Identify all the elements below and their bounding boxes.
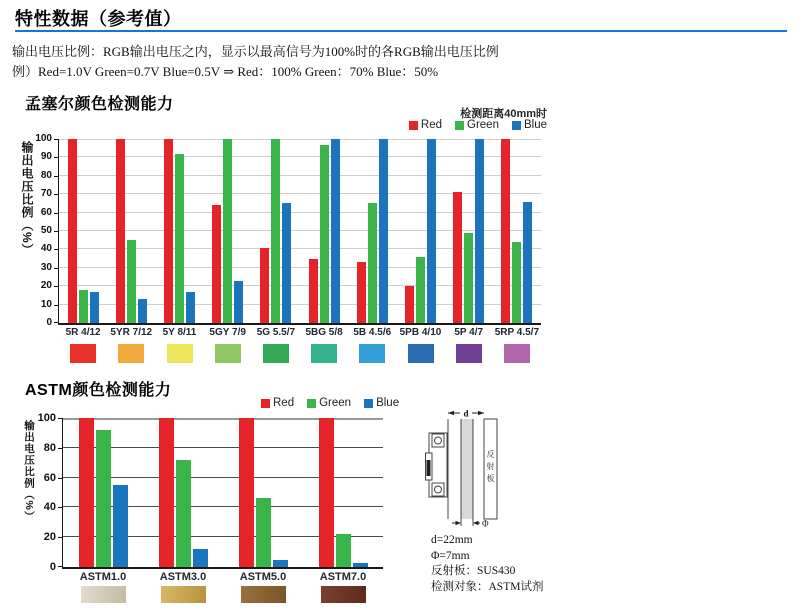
legend-item-green bbox=[307, 397, 351, 409]
axis-tick bbox=[54, 249, 59, 250]
munsell-y-axis-label: 输出电压比例（%） bbox=[20, 141, 34, 257]
axis-tick bbox=[58, 507, 63, 508]
astm-chart-plot bbox=[37, 412, 383, 583]
bar-red bbox=[68, 139, 77, 323]
bar-blue bbox=[353, 563, 368, 567]
axis-tick bbox=[58, 537, 63, 538]
dimension-arrow bbox=[456, 521, 462, 525]
bar-red bbox=[239, 418, 254, 567]
bar-blue bbox=[379, 139, 388, 323]
bar-blue bbox=[475, 139, 484, 323]
gridline bbox=[63, 447, 383, 448]
bar-green bbox=[320, 145, 329, 323]
legend-label: Green bbox=[319, 397, 352, 409]
category-label: 5Y 8/11 bbox=[162, 327, 197, 338]
legend-color-box bbox=[364, 399, 373, 408]
axis-tick bbox=[58, 566, 63, 567]
axis-tick bbox=[58, 448, 63, 449]
intro-line-2: 例）Red=1.0V Green=0.7V Blue=0.5V ⇒ Red：100% Green：70% Blue：50% bbox=[12, 64, 439, 79]
dimension-d-label: d bbox=[463, 408, 469, 419]
axis-tick bbox=[54, 305, 59, 306]
category-label: 5B 4.5/6 bbox=[353, 327, 392, 338]
reflector-plate-label-char: 射 bbox=[486, 462, 495, 471]
dimension-arrow bbox=[478, 411, 484, 415]
category-label: 5RP 4.5/7 bbox=[494, 327, 540, 338]
bar-green bbox=[512, 242, 521, 323]
bar-red bbox=[79, 418, 94, 567]
bar-blue bbox=[282, 203, 291, 323]
axis-tick bbox=[54, 157, 59, 158]
category-label: 5G 5.5/7 bbox=[256, 327, 296, 338]
munsell-chart-title: 孟塞尔颜色检测能力 bbox=[25, 96, 174, 113]
category-label: 5R 4/12 bbox=[65, 327, 101, 338]
legend-label: Red bbox=[273, 397, 295, 409]
legend-color-box bbox=[455, 121, 464, 130]
y-tick-label: 20 bbox=[43, 531, 56, 544]
axis-tick bbox=[54, 139, 59, 140]
category-label: ASTM1.0 bbox=[79, 571, 127, 583]
bar-red bbox=[501, 139, 510, 323]
gridline bbox=[59, 193, 541, 194]
y-tick-label: 20 bbox=[40, 280, 52, 292]
bar-red bbox=[453, 192, 462, 323]
bar-green bbox=[368, 203, 377, 323]
note-line: d=22mm bbox=[431, 534, 473, 546]
measurement-setup-diagram bbox=[425, 399, 643, 533]
axis-tick bbox=[54, 268, 59, 269]
gridline bbox=[59, 212, 541, 213]
color-sample-swatch bbox=[263, 344, 289, 363]
diagram-notes bbox=[431, 533, 543, 595]
bar-red bbox=[357, 262, 366, 323]
bar-red bbox=[159, 418, 174, 567]
bar-green bbox=[79, 290, 88, 323]
category-label: 5P 4/7 bbox=[454, 327, 484, 338]
y-tick-label: 100 bbox=[35, 133, 52, 144]
legend-label: Blue bbox=[376, 397, 400, 409]
munsell-chart-note: 检测距离40mm时 bbox=[460, 108, 547, 120]
color-sample-swatch bbox=[241, 586, 286, 603]
legend-color-box bbox=[307, 399, 316, 408]
y-tick-label: 10 bbox=[40, 298, 52, 310]
bar-blue bbox=[138, 299, 147, 323]
bar-blue bbox=[273, 560, 288, 567]
reflector-plate-label-char: 反 bbox=[486, 450, 495, 459]
dimension-arrow bbox=[473, 521, 479, 525]
category-label: 5YR 7/12 bbox=[110, 327, 153, 338]
color-sample-swatch bbox=[161, 586, 206, 603]
color-sample-swatch bbox=[311, 344, 337, 363]
y-tick-label: 50 bbox=[40, 225, 52, 236]
y-tick-label: 60 bbox=[43, 471, 56, 484]
color-sample-swatch bbox=[321, 586, 366, 603]
category-label: 5BG 5/8 bbox=[305, 327, 343, 338]
astm-chart-legend bbox=[261, 397, 399, 409]
color-sample-swatch bbox=[456, 344, 482, 363]
bar-green bbox=[271, 139, 280, 323]
axis-tick bbox=[54, 194, 59, 195]
color-sample-swatch bbox=[408, 344, 434, 363]
category-label: 5PB 4/10 bbox=[399, 327, 442, 338]
legend-item-blue bbox=[512, 119, 547, 131]
color-sample-swatch bbox=[504, 344, 530, 363]
legend-label: Green bbox=[467, 119, 499, 131]
astm-chart-title: ASTM颜色检测能力 bbox=[25, 382, 172, 399]
bar-green bbox=[256, 498, 271, 567]
color-sample-swatch bbox=[118, 344, 144, 363]
legend-item-blue bbox=[364, 397, 399, 409]
y-tick-label: 40 bbox=[43, 501, 56, 514]
bar-green bbox=[464, 233, 473, 323]
astm-y-axis-label: 输出电压比例（%） bbox=[23, 420, 35, 523]
legend-color-box bbox=[512, 121, 521, 130]
y-tick-label: 80 bbox=[40, 169, 52, 181]
y-tick-label: 90 bbox=[40, 151, 52, 163]
color-sample-swatch bbox=[70, 344, 96, 363]
color-sample-swatch bbox=[81, 586, 126, 603]
bar-red bbox=[116, 139, 125, 323]
reflector-plate-label-char: 板 bbox=[486, 474, 495, 483]
legend-item-red bbox=[261, 397, 294, 409]
bar-red bbox=[260, 248, 269, 323]
sensor-outline bbox=[426, 433, 448, 497]
munsell-chart-plot bbox=[35, 133, 541, 338]
y-tick-label: 40 bbox=[40, 243, 52, 255]
axis-tick bbox=[54, 213, 59, 214]
bar-red bbox=[309, 259, 318, 323]
gridline bbox=[59, 230, 541, 231]
axis-tick bbox=[54, 322, 59, 323]
bar-green bbox=[127, 240, 136, 323]
axis-tick bbox=[58, 478, 63, 479]
bar-green bbox=[336, 534, 351, 567]
bar-blue bbox=[90, 292, 99, 323]
bar-blue bbox=[427, 139, 436, 323]
y-tick-label: 30 bbox=[40, 261, 52, 273]
bar-blue bbox=[113, 485, 128, 567]
category-label: 5GY 7/9 bbox=[209, 327, 246, 338]
legend-color-box bbox=[261, 399, 270, 408]
color-sample-swatch bbox=[215, 344, 241, 363]
axis-tick bbox=[58, 418, 63, 419]
category-label: ASTM7.0 bbox=[319, 571, 367, 583]
axis-tick bbox=[54, 286, 59, 287]
bar-blue bbox=[234, 281, 243, 323]
bar-green bbox=[416, 257, 425, 323]
bar-red bbox=[405, 286, 414, 323]
axis-tick bbox=[54, 176, 59, 177]
gridline bbox=[59, 175, 541, 176]
color-sample-swatch bbox=[167, 344, 193, 363]
note-line: 反射板：SUS430 bbox=[431, 565, 516, 577]
gridline bbox=[63, 477, 383, 478]
detection-object-strip bbox=[461, 419, 473, 519]
bar-green bbox=[223, 139, 232, 323]
legend-label: Blue bbox=[523, 119, 547, 131]
category-label: ASTM5.0 bbox=[239, 571, 287, 583]
bar-blue bbox=[523, 202, 532, 323]
gridline bbox=[59, 156, 541, 157]
y-tick-label: 80 bbox=[43, 441, 56, 454]
bar-blue bbox=[331, 139, 340, 323]
dimension-phi-label: Φ bbox=[482, 518, 489, 529]
gridline bbox=[59, 139, 541, 140]
gridline bbox=[63, 418, 383, 420]
y-tick-label: 60 bbox=[40, 206, 52, 218]
bar-green bbox=[175, 154, 184, 323]
dimension-arrow bbox=[448, 411, 454, 415]
bar-green bbox=[176, 460, 191, 567]
bar-red bbox=[319, 418, 334, 567]
bar-blue bbox=[193, 549, 208, 567]
legend-label: Red bbox=[420, 119, 442, 131]
legend-color-box bbox=[409, 121, 418, 130]
color-sample-swatch bbox=[359, 344, 385, 363]
bar-red bbox=[164, 139, 173, 323]
note-line: 检测对象：ASTM试剂 bbox=[431, 580, 544, 593]
bar-red bbox=[212, 205, 221, 323]
title-underline bbox=[15, 30, 787, 32]
y-tick-label: 0 bbox=[46, 317, 52, 328]
note-line: Φ=7mm bbox=[431, 549, 470, 562]
munsell-chart-legend bbox=[330, 119, 547, 131]
page-title: 特性数据（参考值） bbox=[15, 9, 182, 29]
category-label: ASTM3.0 bbox=[159, 571, 207, 583]
axis-tick bbox=[54, 231, 59, 232]
legend-item-green bbox=[455, 119, 499, 131]
bar-green bbox=[96, 430, 111, 567]
y-tick-label: 0 bbox=[49, 561, 56, 573]
bar-blue bbox=[186, 292, 195, 323]
intro-line-1: 输出电压比例：RGB输出电压之内，显示以最高信号为100%时的各RGB输出电压比例 bbox=[12, 44, 499, 59]
legend-item-red bbox=[409, 119, 442, 131]
y-tick-label: 100 bbox=[37, 412, 56, 424]
y-tick-label: 70 bbox=[40, 188, 52, 200]
gridline bbox=[63, 506, 383, 507]
